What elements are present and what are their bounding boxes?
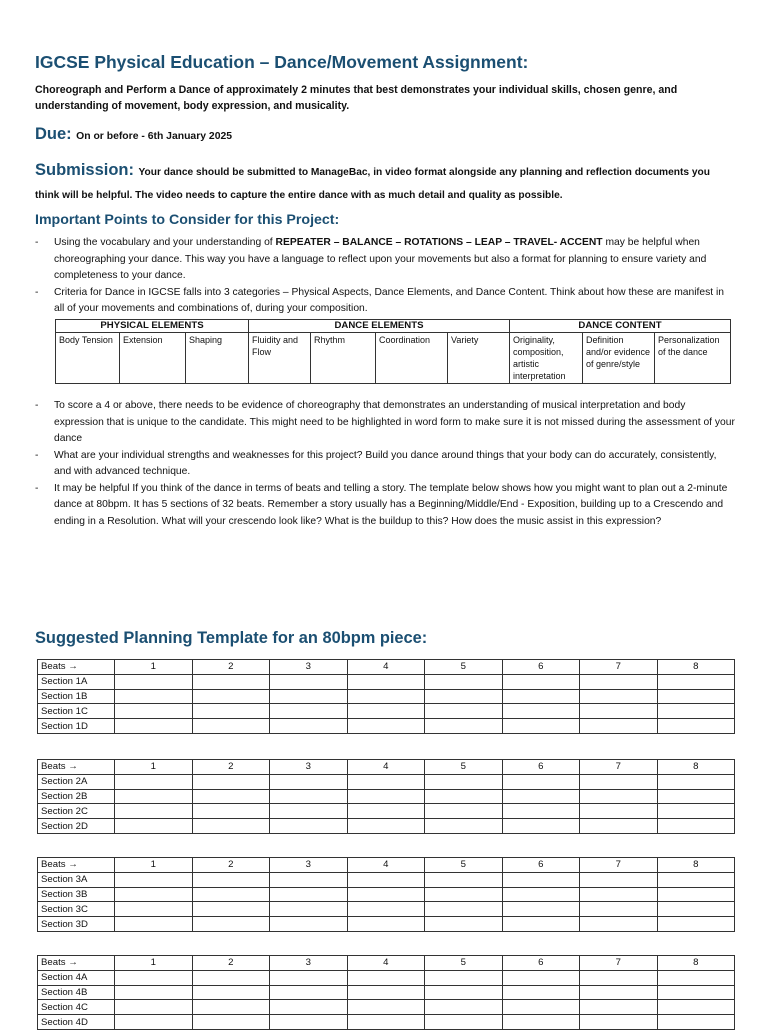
table-row (38, 819, 735, 834)
due-label: Due: (35, 125, 72, 143)
beats-label-cell (38, 956, 115, 971)
beat-cell[interactable] (192, 789, 270, 804)
beat-cell[interactable] (347, 804, 425, 819)
planning-table (37, 857, 735, 932)
points-heading: Important Points to Consider for this Project: (35, 212, 340, 228)
beat-cell[interactable] (502, 1015, 580, 1030)
arrow-right-icon: → (68, 761, 78, 773)
section-label: Section 3A (38, 872, 115, 887)
beat-cell[interactable] (347, 674, 425, 689)
planning-table (37, 759, 735, 834)
section-label: Section 2A (38, 774, 115, 789)
beat-cell[interactable] (425, 689, 503, 704)
beat-cell[interactable] (502, 970, 580, 985)
beat-cell[interactable] (502, 985, 580, 1000)
beat-cell[interactable] (192, 774, 270, 789)
beat-number: 7 (580, 956, 658, 971)
beat-cell[interactable] (192, 719, 270, 734)
beat-cell[interactable] (115, 872, 193, 887)
beat-cell[interactable] (115, 902, 193, 917)
beat-number: 1 (115, 660, 193, 675)
beat-cell[interactable] (115, 789, 193, 804)
beat-cell[interactable] (580, 789, 658, 804)
beat-number: 8 (657, 660, 735, 675)
beat-cell[interactable] (115, 1015, 193, 1030)
beat-cell[interactable] (502, 1000, 580, 1015)
element-cell: Shaping (186, 333, 249, 384)
bullet-marker: - (35, 237, 39, 248)
beat-cell[interactable] (502, 804, 580, 819)
beat-cell[interactable] (270, 1015, 348, 1030)
beat-cell[interactable] (192, 902, 270, 917)
beat-cell[interactable] (657, 902, 735, 917)
beats-label-cell (38, 660, 115, 675)
planning-header-row (38, 760, 735, 775)
beat-cell[interactable] (657, 819, 735, 834)
beat-cell[interactable] (192, 819, 270, 834)
beat-cell[interactable] (192, 917, 270, 932)
due-text: On or before - 6th January 2025 (76, 131, 233, 142)
section-label: Section 3D (38, 917, 115, 932)
beat-cell[interactable] (347, 902, 425, 917)
beat-cell[interactable] (580, 902, 658, 917)
element-cell: Fluidity and Flow (249, 333, 311, 384)
beat-cell[interactable] (580, 872, 658, 887)
beat-cell[interactable] (657, 774, 735, 789)
section-label: Section 2C (38, 804, 115, 819)
planning-header-row (38, 956, 735, 971)
beat-cell[interactable] (115, 719, 193, 734)
element-cell: Definition and/or evidence of genre/style (583, 333, 655, 384)
bullet-marker: - (35, 482, 39, 494)
beat-cell[interactable] (115, 819, 193, 834)
beat-cell[interactable] (347, 774, 425, 789)
beat-number: 1 (115, 956, 193, 971)
beat-cell[interactable] (502, 689, 580, 704)
beat-cell[interactable] (270, 819, 348, 834)
table-row (38, 902, 735, 917)
table-row (38, 1000, 735, 1015)
beat-cell[interactable] (425, 704, 503, 719)
beat-cell[interactable] (580, 689, 658, 704)
beat-number: 5 (425, 760, 503, 775)
beat-number: 3 (270, 956, 348, 971)
beat-cell[interactable] (657, 704, 735, 719)
table-row (38, 887, 735, 902)
beat-cell[interactable] (657, 689, 735, 704)
beat-number: 1 (115, 760, 193, 775)
beat-number: 7 (580, 858, 658, 873)
bullet-criteria (35, 285, 735, 318)
beat-cell[interactable] (270, 872, 348, 887)
beat-cell[interactable] (192, 704, 270, 719)
elements-header-dance: DANCE ELEMENTS (249, 320, 510, 333)
beat-cell[interactable] (270, 1000, 348, 1015)
beat-cell[interactable] (502, 774, 580, 789)
submission-text: Your dance should be submitted to ManageBac, in video format alongside any planning and reflection documents you think will be helpful. The video needs to capture the entire dance with as much detail and quality as possible. (35, 167, 710, 201)
beat-number: 2 (192, 760, 270, 775)
bullet-text-pre: Using the vocabulary and your understanding of (54, 237, 276, 248)
beat-cell[interactable] (425, 1000, 503, 1015)
beat-number: 6 (502, 858, 580, 873)
beat-cell[interactable] (347, 789, 425, 804)
beat-cell[interactable] (580, 804, 658, 819)
bullet-score (35, 398, 735, 448)
beat-cell[interactable] (270, 789, 348, 804)
table-row (38, 789, 735, 804)
arrow-right-icon: → (68, 859, 78, 871)
beat-cell[interactable] (347, 872, 425, 887)
beat-cell[interactable] (657, 719, 735, 734)
beat-cell[interactable] (425, 887, 503, 902)
arrow-right-icon: → (68, 661, 78, 673)
planning-header-row (38, 858, 735, 873)
beat-cell[interactable] (580, 917, 658, 932)
beat-cell[interactable] (657, 887, 735, 902)
beat-cell[interactable] (580, 819, 658, 834)
beat-number: 4 (347, 956, 425, 971)
beats-label: Beats (41, 661, 66, 673)
beat-cell[interactable] (657, 985, 735, 1000)
section-label: Section 3B (38, 887, 115, 902)
beat-number: 7 (580, 760, 658, 775)
beat-cell[interactable] (657, 970, 735, 985)
beat-number: 3 (270, 858, 348, 873)
beat-cell[interactable] (347, 985, 425, 1000)
beat-cell[interactable] (657, 872, 735, 887)
planning-heading: Suggested Planning Template for an 80bpm piece: (35, 629, 428, 647)
elements-header-physical: PHYSICAL ELEMENTS (56, 320, 249, 333)
table-row (38, 674, 735, 689)
beat-cell[interactable] (580, 774, 658, 789)
beat-cell[interactable] (425, 804, 503, 819)
beat-cell[interactable] (192, 872, 270, 887)
beat-cell[interactable] (192, 887, 270, 902)
beat-number: 4 (347, 760, 425, 775)
assignment-intro: Choreograph and Perform a Dance of approximately 2 minutes that best demonstrates your individual skills, chosen genre, and understanding of movement, body expression, and musicality. (35, 84, 678, 112)
table-row (38, 689, 735, 704)
beat-number: 6 (502, 660, 580, 675)
beat-cell[interactable] (502, 674, 580, 689)
beat-cell[interactable] (502, 704, 580, 719)
beat-cell[interactable] (270, 774, 348, 789)
beat-cell[interactable] (580, 1015, 658, 1030)
points-list-top (35, 235, 735, 318)
beat-cell[interactable] (115, 917, 193, 932)
bullet-text: It may be helpful If you think of the dance in terms of beats and telling a story. The template below shows how you might want to plan out a 2-minute dance at 80bpm. It has 5 sections of 32 beats. Remember a story usually has a Beginning/Middle/End - Exposition, building up to a Crescendo and ending in a Resolution. What will your crescendo look like? What is the buildup to this? How does the music assist in this expression? (54, 482, 728, 527)
element-cell: Originality, composition, artistic interpretation (510, 333, 583, 384)
beat-cell[interactable] (115, 689, 193, 704)
table-row (38, 774, 735, 789)
planning-header-row (38, 660, 735, 675)
bullet-marker: - (35, 286, 39, 298)
section-label: Section 1D (38, 719, 115, 734)
beat-cell[interactable] (270, 887, 348, 902)
bullet-text-post: may be helpful when choreographing your dance. This way you have a language to reflect upon your movements but also a format for planning to ensure variety and completeness to your dance. (54, 237, 707, 281)
beat-cell[interactable] (270, 704, 348, 719)
beat-number: 6 (502, 956, 580, 971)
bullet-text: Criteria for Dance in IGCSE falls into 3 categories – Physical Aspects, Dance Elements, and Dance Content. Think about how these are manifest in all of your movements and combinations of, during your composition. (54, 286, 725, 314)
beat-cell[interactable] (192, 804, 270, 819)
beat-cell[interactable] (347, 819, 425, 834)
beat-number: 8 (657, 858, 735, 873)
beats-label: Beats (41, 957, 66, 969)
beat-cell[interactable] (580, 985, 658, 1000)
beat-cell[interactable] (347, 887, 425, 902)
beat-cell[interactable] (192, 970, 270, 985)
element-cell: Coordination (376, 333, 448, 384)
beat-cell[interactable] (502, 902, 580, 917)
beat-cell[interactable] (347, 719, 425, 734)
planning-table (37, 955, 735, 1030)
beat-cell[interactable] (502, 887, 580, 902)
beat-number: 2 (192, 660, 270, 675)
beat-cell[interactable] (425, 985, 503, 1000)
beat-number: 4 (347, 858, 425, 873)
beat-number: 5 (425, 660, 503, 675)
submission-paragraph (35, 160, 735, 206)
beat-number: 7 (580, 660, 658, 675)
beat-number: 8 (657, 956, 735, 971)
beat-cell[interactable] (270, 689, 348, 704)
table-row (38, 719, 735, 734)
beat-cell[interactable] (425, 819, 503, 834)
element-cell: Extension (120, 333, 186, 384)
bullet-marker: - (35, 449, 39, 461)
beat-cell[interactable] (192, 1015, 270, 1030)
element-cell: Body Tension (56, 333, 120, 384)
beat-cell[interactable] (657, 674, 735, 689)
section-label: Section 3C (38, 902, 115, 917)
beat-cell[interactable] (425, 789, 503, 804)
points-list-bottom (35, 398, 735, 530)
beats-label: Beats (41, 859, 66, 871)
beat-cell[interactable] (425, 872, 503, 887)
beat-number: 1 (115, 858, 193, 873)
table-row (38, 704, 735, 719)
beat-cell[interactable] (115, 704, 193, 719)
beat-cell[interactable] (347, 917, 425, 932)
beat-cell[interactable] (657, 1015, 735, 1030)
section-label: Section 4C (38, 1000, 115, 1015)
beat-cell[interactable] (115, 887, 193, 902)
table-row (38, 1015, 735, 1030)
beat-cell[interactable] (115, 774, 193, 789)
beat-cell[interactable] (502, 719, 580, 734)
bullet-beats-story (35, 481, 735, 531)
table-row (38, 804, 735, 819)
beat-cell[interactable] (580, 674, 658, 689)
beat-cell[interactable] (270, 985, 348, 1000)
beat-cell[interactable] (502, 789, 580, 804)
beat-cell[interactable] (192, 674, 270, 689)
bullet-text: To score a 4 or above, there needs to be evidence of choreography that demonstrates an understanding of musical interpretation and body expression that is unique to the candidate. This might need to be highlighted in word form to make sure it is not missed during the assessment of your dance (54, 400, 735, 444)
planning-table (37, 659, 735, 734)
beat-cell[interactable] (270, 902, 348, 917)
element-cell: Personalization of the dance (655, 333, 731, 384)
beat-cell[interactable] (425, 774, 503, 789)
beat-cell[interactable] (192, 689, 270, 704)
beat-cell[interactable] (425, 674, 503, 689)
beat-cell[interactable] (115, 970, 193, 985)
elements-header-content: DANCE CONTENT (510, 320, 731, 333)
beat-cell[interactable] (347, 1015, 425, 1030)
assignment-title: IGCSE Physical Education – Dance/Movement Assignment: (35, 52, 529, 72)
beat-cell[interactable] (580, 719, 658, 734)
beat-cell[interactable] (657, 917, 735, 932)
beat-cell[interactable] (192, 985, 270, 1000)
table-row (38, 917, 735, 932)
bullet-text-bold: REPEATER – BALANCE – ROTATIONS – LEAP – TRAVEL- ACCENT (275, 237, 603, 248)
due-line (35, 125, 232, 144)
beat-cell[interactable] (657, 789, 735, 804)
beat-cell[interactable] (347, 704, 425, 719)
beats-label-cell (38, 760, 115, 775)
beat-cell[interactable] (502, 917, 580, 932)
bullet-strengths (35, 448, 735, 481)
beat-cell[interactable] (657, 804, 735, 819)
element-cell: Variety (448, 333, 510, 384)
beat-cell[interactable] (115, 804, 193, 819)
beat-cell[interactable] (425, 1015, 503, 1030)
beat-cell[interactable] (347, 1000, 425, 1015)
beat-cell[interactable] (115, 1000, 193, 1015)
beat-number: 2 (192, 858, 270, 873)
section-label: Section 4A (38, 970, 115, 985)
beat-cell[interactable] (657, 1000, 735, 1015)
beat-cell[interactable] (580, 970, 658, 985)
arrow-right-icon: → (68, 957, 78, 969)
beat-cell[interactable] (580, 1000, 658, 1015)
beat-cell[interactable] (425, 902, 503, 917)
beat-cell[interactable] (270, 970, 348, 985)
beats-label: Beats (41, 761, 66, 773)
elements-table (55, 319, 731, 384)
bullet-text: What are your individual strengths and weaknesses for this project? Build you dance around things that your body can do accurately, consistently, and with advanced technique. (54, 449, 717, 477)
section-label: Section 1A (38, 674, 115, 689)
section-label: Section 4D (38, 1015, 115, 1030)
beat-cell[interactable] (580, 704, 658, 719)
beat-cell[interactable] (270, 804, 348, 819)
beat-cell[interactable] (502, 819, 580, 834)
submission-label: Submission: (35, 161, 135, 179)
beats-label-cell (38, 858, 115, 873)
beat-cell[interactable] (270, 917, 348, 932)
beat-number: 4 (347, 660, 425, 675)
beat-cell[interactable] (425, 917, 503, 932)
beat-cell[interactable] (502, 872, 580, 887)
beat-number: 3 (270, 760, 348, 775)
section-label: Section 1B (38, 689, 115, 704)
beat-cell[interactable] (192, 1000, 270, 1015)
table-row (38, 872, 735, 887)
section-label: Section 2D (38, 819, 115, 834)
section-label: Section 4B (38, 985, 115, 1000)
beat-cell[interactable] (115, 985, 193, 1000)
beat-cell[interactable] (270, 719, 348, 734)
beat-number: 3 (270, 660, 348, 675)
table-row (38, 970, 735, 985)
beat-cell[interactable] (580, 887, 658, 902)
beat-cell[interactable] (115, 674, 193, 689)
beat-cell[interactable] (425, 970, 503, 985)
beat-number: 8 (657, 760, 735, 775)
bullet-marker: - (35, 400, 39, 411)
beat-number: 5 (425, 956, 503, 971)
beat-cell[interactable] (347, 689, 425, 704)
section-label: Section 1C (38, 704, 115, 719)
beat-cell[interactable] (425, 719, 503, 734)
element-cell: Rhythm (311, 333, 376, 384)
beat-number: 5 (425, 858, 503, 873)
beat-number: 2 (192, 956, 270, 971)
section-label: Section 2B (38, 789, 115, 804)
beat-cell[interactable] (347, 970, 425, 985)
table-row (38, 985, 735, 1000)
beat-cell[interactable] (270, 674, 348, 689)
beat-number: 6 (502, 760, 580, 775)
bullet-vocabulary (35, 235, 735, 285)
